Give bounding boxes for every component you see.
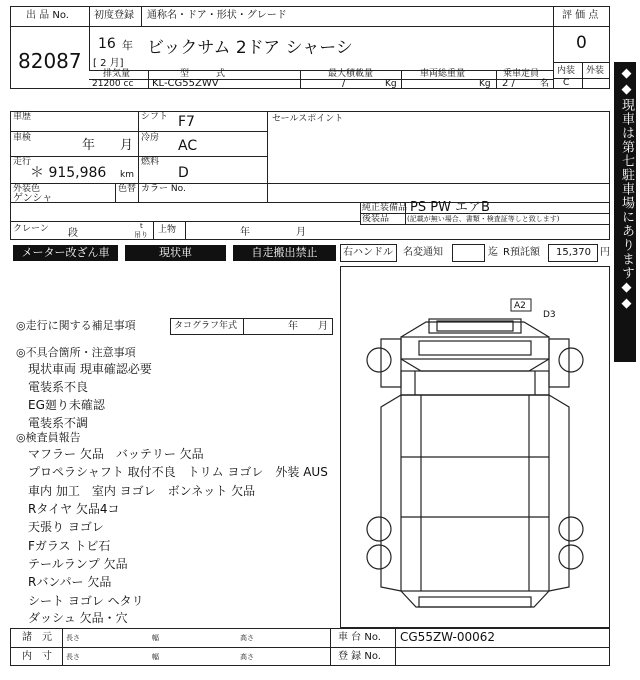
model-type-label: 型 式 xyxy=(180,69,226,79)
report-line: 天張り ヨゴレ xyxy=(28,520,104,534)
upper-year: 年 xyxy=(240,227,250,238)
history-label: 車歴 xyxy=(13,112,32,122)
upper-month: 月 xyxy=(296,227,306,238)
name-change-box xyxy=(452,244,485,262)
color-change-label: 色替 xyxy=(118,184,137,194)
report-line: ダッシュ 欠品・穴 xyxy=(28,611,128,625)
right-handle-label: 右ハンドル xyxy=(343,247,393,258)
interior-grade: C xyxy=(563,78,570,88)
fuel-value: D xyxy=(178,165,189,181)
interior-dims-label: 内 寸 xyxy=(22,651,52,662)
crane-ton: t xyxy=(140,222,143,230)
year-unit: 年 xyxy=(122,39,133,52)
recycle-amount: 15,370 xyxy=(556,247,591,258)
exterior-label: 外装 xyxy=(586,66,605,76)
shift-label: シフト xyxy=(141,112,169,122)
report-line: Rタイヤ 欠品4コ xyxy=(28,502,120,516)
tacho-year: 年 xyxy=(288,321,298,332)
chassis-label: 車 台 No. xyxy=(338,632,381,643)
gross-weight-label: 車両総重量 xyxy=(420,69,466,79)
model-code: KL-CG55ZWV xyxy=(152,78,219,89)
first-registration-year: 16 xyxy=(98,36,116,52)
defect-line: EG廻り未確認 xyxy=(28,398,105,412)
registration-label: 登 録 No. xyxy=(338,651,381,662)
recycle-label: R預託額 xyxy=(503,247,540,258)
interior-label: 内装 xyxy=(557,66,576,76)
upper-label: 上物 xyxy=(158,225,177,235)
max-load-label: 最大積載量 xyxy=(328,69,374,79)
lot-label: 出 品 No. xyxy=(26,10,69,21)
recycle-unit: 円 xyxy=(600,247,610,258)
first-registration-label: 初度登録 xyxy=(94,10,134,21)
max-load-value: / xyxy=(342,78,346,89)
deadline-label: 迄 xyxy=(488,247,498,258)
aircon-label: 冷房 xyxy=(141,133,160,143)
report-line: 車内 加工 室内 ヨゴレ ボンネット 欠品 xyxy=(28,484,256,498)
sales-point-label: セールスポイント xyxy=(272,114,344,124)
inspection-month: 月 xyxy=(120,138,134,153)
crane-stage: 段 xyxy=(68,228,78,239)
damage-mark-a2: A2 xyxy=(514,301,526,311)
fuel-label: 燃料 xyxy=(141,157,160,167)
gross-weight-unit: Kg xyxy=(479,79,491,89)
car-name-label: 通称名・ドア・形状・グレード xyxy=(147,10,287,21)
capacity-unit: 名 xyxy=(540,79,550,89)
aftermarket-note: (記載が無い場合、書類・検査証等しと致します) xyxy=(407,215,560,223)
report-line: シート ヨゴレ ヘタリ xyxy=(28,594,144,608)
parking-location-banner xyxy=(614,62,636,362)
first-registration-month: [ 2 月] xyxy=(93,58,124,69)
capacity-label: 乗車定員 xyxy=(503,69,540,79)
capacity-value: 2 / xyxy=(502,78,515,89)
parking-location-text: ◆◆現車は第七駐車場にあります◆◆ xyxy=(619,66,634,312)
width-label-2: 幅 xyxy=(152,653,159,661)
tacho-month: 月 xyxy=(318,321,328,332)
displacement-label: 排気量 xyxy=(103,69,131,79)
displacement-value: 21200 cc xyxy=(92,79,134,89)
max-load-unit: Kg xyxy=(385,79,397,89)
name-change-label: 名変通知 xyxy=(403,247,443,258)
color-label: 外装色 xyxy=(13,184,41,194)
crane-label: クレーン xyxy=(13,224,49,234)
report-line: Rバンパー 欠品 xyxy=(28,575,112,589)
report-line: マフラー 欠品 バッテリー 欠品 xyxy=(28,447,204,461)
mileage-unit: km xyxy=(120,170,134,180)
color-value: ゲンシャ xyxy=(13,193,53,204)
aircon-value: AC xyxy=(178,138,198,154)
defects-label: ◎不具合箇所・注意事項 xyxy=(16,346,136,359)
tacho-label: タコグラフ年式 xyxy=(174,321,238,331)
mileage-label: 走行 xyxy=(13,157,32,167)
genuine-equipment-value: PS PW エアB xyxy=(410,200,490,215)
lot-number: 82087 xyxy=(18,49,82,73)
genuine-equipment-label: 純正装備品 xyxy=(362,203,408,213)
aftermarket-label: 後装品 xyxy=(362,214,390,224)
as-is-badge: 現状車 xyxy=(125,245,226,261)
supplement-label: ◎走行に関する補足事項 xyxy=(16,319,136,332)
height-label-1: 高さ xyxy=(240,634,254,642)
specs-label: 諸 元 xyxy=(22,632,52,643)
self-drive-prohibited-badge: 自走搬出禁止 xyxy=(233,245,336,261)
defect-line: 現状車両 現車確認必要 xyxy=(28,362,152,376)
report-line: Fガラス トビ石 xyxy=(28,539,111,553)
mileage-value: ＊ 915,986 xyxy=(30,165,107,181)
truck-diagram xyxy=(341,267,609,627)
length-label-1: 長さ xyxy=(66,634,80,642)
eval-label: 評 価 点 xyxy=(562,10,599,21)
eval-score: 0 xyxy=(576,33,587,53)
shift-value: F7 xyxy=(178,114,195,130)
report-line: プロペラシャフト 取付不良 トリム ヨゴレ 外装 AUS xyxy=(28,465,328,479)
inspector-label: ◎検査員報告 xyxy=(16,431,81,444)
inspection-label: 車検 xyxy=(13,133,32,143)
meter-tamper-badge: メーター改ざん車 xyxy=(13,245,118,261)
crane-hang: 吊り xyxy=(134,231,148,239)
width-label-1: 幅 xyxy=(152,634,159,642)
chassis-number: CG55ZW-00062 xyxy=(400,630,496,644)
color-number-label: カラー No. xyxy=(141,184,186,194)
defect-line: 電装系不調 xyxy=(28,416,89,430)
damage-mark-d3: D3 xyxy=(543,310,556,320)
car-name: ビックサム 2ドア シャーシ xyxy=(147,38,353,58)
height-label-2: 高さ xyxy=(240,653,254,661)
length-label-2: 長さ xyxy=(66,653,80,661)
report-line: テールランプ 欠品 xyxy=(28,557,128,571)
inspection-year: 年 xyxy=(82,138,96,153)
defect-line: 電装系不良 xyxy=(28,380,89,394)
